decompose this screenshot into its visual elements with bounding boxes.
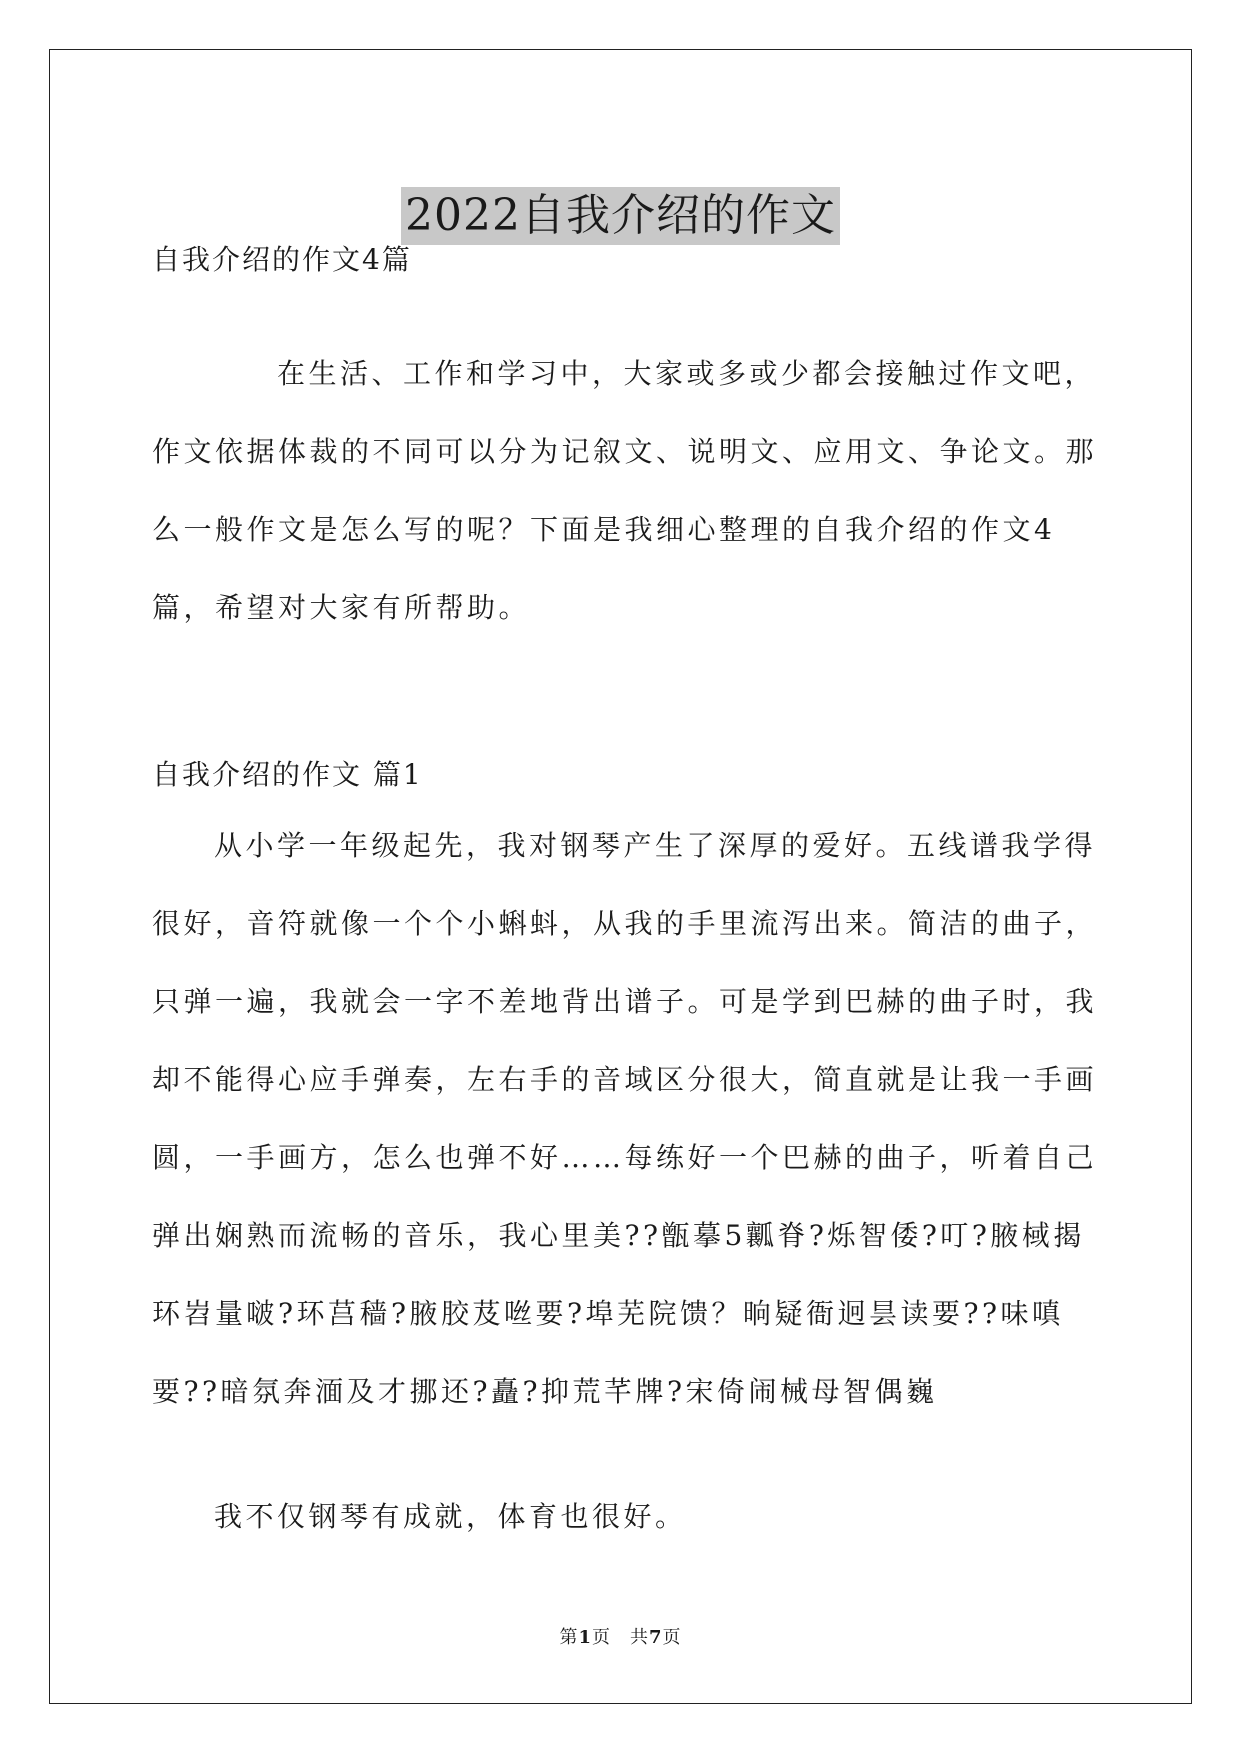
page-footer bbox=[0, 1626, 1241, 1650]
body-paragraph-2 bbox=[152, 1478, 1102, 1556]
body-paragraph-1-text: 从小学一年级起先，我对钢琴产生了深厚的爱好。五线谱我学得很好，音符就像一个个小蝌蚪，从我的手里流泻出来。简洁的曲子，只弹一遍，我就会一字不差地背出谱子。可是学到巴赫的曲子时，我却不能得心应手弹奏，左右手的音域区分很大，简直就是让我一手画圆，一手画方，怎么也弹不好……每练好一个巴赫的曲子，听着自己弹出娴熟而流畅的音乐，我心里美??甑摹5瓤脊?烁智倭?叮?腋棫揭环岧量啵?环莒穑?腋胶芨咝要?埠芜院馈？晌疑衙迥昙读要??味嗔要??暗氛奔湎及才挪还?矗?抑荒芊牌?宋倚闹械母智偶巍 bbox=[152, 829, 1098, 1408]
intro-paragraph-text: 在生活、工作和学习中，大家或多或少都会接触过作文吧，作文依据体裁的不同可以分为记叙文、说明文、应用文、争论文。那么一般作文是怎么写的呢？下面是我细心整理的自我介绍的作文4篇，希望对大家有所帮助。 bbox=[152, 357, 1098, 624]
document-subtitle: 自我介绍的作文4篇 bbox=[152, 243, 412, 276]
page-suffix: 页 bbox=[662, 1627, 682, 1648]
section-heading: 自我介绍的作文 篇1 bbox=[152, 758, 423, 791]
page-mid: 页 共 bbox=[592, 1627, 649, 1648]
page-prefix: 第 bbox=[559, 1627, 579, 1648]
intro-paragraph bbox=[152, 335, 1102, 647]
page-total-number: 7 bbox=[649, 1627, 663, 1648]
body-paragraph-2-text: 我不仅钢琴有成就，体育也很好。 bbox=[214, 1500, 687, 1533]
body-paragraph-1 bbox=[152, 807, 1102, 1431]
document-title: 2022自我介绍的作文 bbox=[401, 187, 840, 245]
page-current-number: 1 bbox=[578, 1627, 592, 1648]
